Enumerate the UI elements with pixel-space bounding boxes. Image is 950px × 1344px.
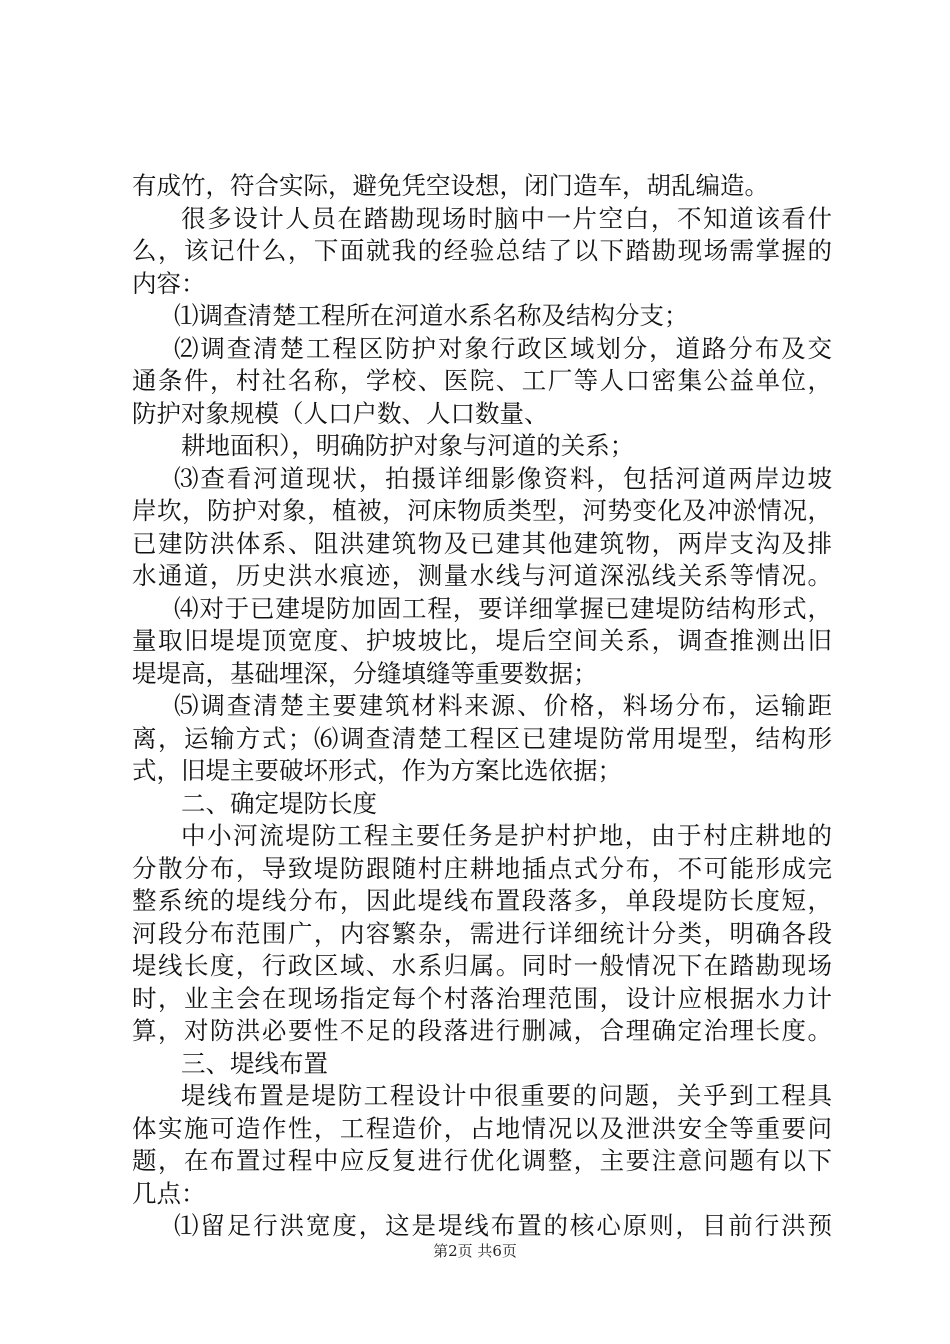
text-line: ⑵调查清楚工程区防护对象行政区域划分，道路分布及交 xyxy=(174,333,832,363)
text-line: 体实施可造作性，工程造价，占地情况以及泄洪安全等重要问 xyxy=(132,1113,832,1143)
text-line: 内容： xyxy=(132,268,206,298)
text-line: 量取旧堤堤顶宽度、护坡坡比，堤后空间关系，调查推测出旧 xyxy=(132,626,832,655)
text-line: ⑸调查清楚主要建筑材料来源、价格，料场分布，运输距 xyxy=(174,691,832,720)
text-line: 几点： xyxy=(132,1178,206,1208)
text-line: 三、堤线布置 xyxy=(181,1048,328,1078)
text-line: 时，业主会在现场指定每个村落治理范围，设计应根据水力计 xyxy=(132,983,832,1013)
text-line: 离，运输方式；⑹调查清楚工程区已建堤防常用堤型，结构形 xyxy=(132,723,832,753)
text-line: ⑷对于已建堤防加固工程，要详细掌握已建堤防结构形式， xyxy=(174,593,832,623)
text-line: ⑶查看河道现状，拍摄详细影像资料，包括河道两岸边坡 xyxy=(174,463,832,493)
text-line: ⑴调查清楚工程所在河道水系名称及结构分支； xyxy=(174,301,689,330)
text-line: 很多设计人员在踏勘现场时脑中一片空白，不知道该看什 xyxy=(181,203,832,233)
text-line: 堤线长度，行政区域、水系归属。同时一般情况下在踏勘现场 xyxy=(132,951,832,980)
document-body xyxy=(132,170,832,1243)
text-line: 二、确定堤防长度 xyxy=(181,788,377,818)
text-line: 岸坎，防护对象，植被，河床物质类型，河势变化及冲淤情况， xyxy=(132,496,832,525)
text-line: 通条件，村社名称，学校、医院、工厂等人口密集公益单位， xyxy=(132,366,832,395)
text-line: 耕地面积），明确防护对象与河道的关系； xyxy=(181,431,635,460)
text-line: 么，该记什么，下面就我的经验总结了以下踏勘现场需掌握的 xyxy=(132,236,832,265)
text-line: 防护对象规模（人口户数、人口数量、 xyxy=(132,398,549,428)
text-line: 中小河流堤防工程主要任务是护村护地，由于村庄耕地的 xyxy=(181,821,832,850)
text-line: 河段分布范围广，内容繁杂，需进行详细统计分类，明确各段 xyxy=(132,918,832,948)
page-footer: 第2页 共6页 xyxy=(433,1242,517,1260)
text-line: 堤线布置是堤防工程设计中很重要的问题，关乎到工程具 xyxy=(181,1081,832,1110)
text-line: 整系统的堤线分布，因此堤线布置段落多，单段堤防长度短， xyxy=(132,886,832,915)
text-line: 式，旧堤主要破坏形式，作为方案比选依据； xyxy=(132,756,622,785)
text-line: 算，对防洪必要性不足的段落进行删减，合理确定治理长度。 xyxy=(132,1016,832,1045)
text-line: 已建防洪体系、阻洪建筑物及已建其他建筑物，两岸支沟及排 xyxy=(132,528,832,558)
text-line: 题，在布置过程中应反复进行优化调整，主要注意问题有以下 xyxy=(132,1146,832,1175)
text-line: 分散分布，导致堤防跟随村庄耕地插点式分布，不可能形成完 xyxy=(132,853,832,883)
text-line: 堤堤高，基础埋深，分缝填缝等重要数据； xyxy=(132,658,598,688)
text-line: 水通道，历史洪水痕迹，测量水线与河道深泓线关系等情况。 xyxy=(132,561,832,590)
text-line: ⑴留足行洪宽度，这是堤线布置的核心原则，目前行洪预 xyxy=(174,1211,832,1240)
text-line: 有成竹，符合实际，避免凭空设想，闭门造车，胡乱编造。 xyxy=(132,171,769,200)
